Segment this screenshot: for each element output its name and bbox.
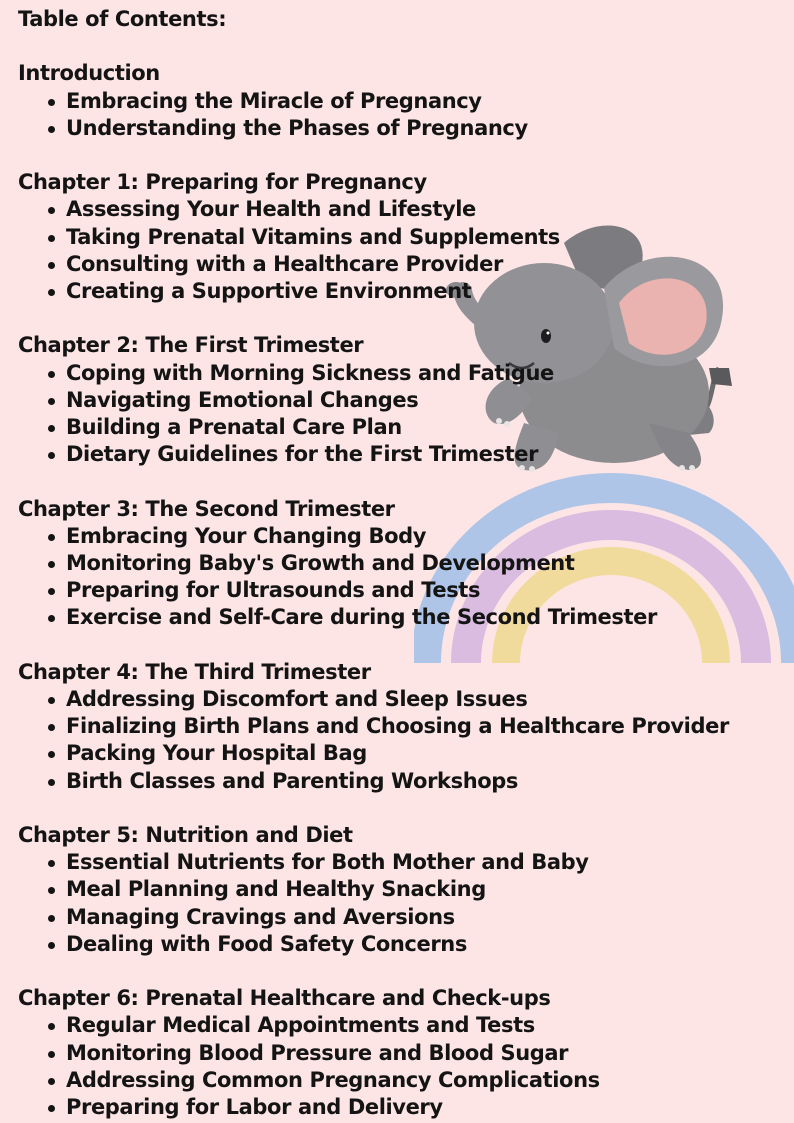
list-item: Regular Medical Appointments and Tests (48, 1012, 778, 1039)
list-item: Building a Prenatal Care Plan (48, 414, 778, 441)
toc-heading: Table of Contents: (18, 7, 227, 31)
list-item: Embracing Your Changing Body (48, 523, 778, 550)
list-item: Dietary Guidelines for the First Trimester (48, 441, 778, 468)
list-item: Monitoring Blood Pressure and Blood Sugar (48, 1040, 778, 1067)
list-item: Assessing Your Health and Lifestyle (48, 196, 778, 223)
section-chapter-6 (18, 985, 778, 1121)
topic-list (18, 1012, 778, 1121)
list-item: Addressing Discomfort and Sleep Issues (48, 686, 778, 713)
list-item: Understanding the Phases of Pregnancy (48, 115, 778, 142)
section-chapter-4 (18, 659, 778, 795)
table-of-contents (18, 6, 778, 1121)
list-item: Packing Your Hospital Bag (48, 740, 778, 767)
list-item: Taking Prenatal Vitamins and Supplements (48, 224, 778, 251)
topic-list (18, 360, 778, 469)
section-chapter-2 (18, 332, 778, 468)
section-chapter-1 (18, 169, 778, 305)
list-item: Birth Classes and Parenting Workshops (48, 768, 778, 795)
section-title: Chapter 3: The Second Trimester (18, 496, 395, 521)
list-item: Preparing for Ultrasounds and Tests (48, 577, 778, 604)
section-title: Chapter 4: The Third Trimester (18, 659, 371, 684)
list-item: Monitoring Baby's Growth and Development (48, 550, 778, 577)
section-title: Chapter 6: Prenatal Healthcare and Check-ups (18, 986, 551, 1011)
list-item: Essential Nutrients for Both Mother and Baby (48, 849, 778, 876)
section-title: Chapter 2: The First Trimester (18, 333, 364, 358)
list-item: Exercise and Self-Care during the Second Trimester (48, 604, 778, 631)
topic-list (18, 849, 778, 958)
topic-list (18, 196, 778, 305)
section-chapter-5 (18, 822, 778, 958)
list-item: Dealing with Food Safety Concerns (48, 931, 778, 958)
list-item: Addressing Common Pregnancy Complications (48, 1067, 778, 1094)
list-item: Preparing for Labor and Delivery (48, 1094, 778, 1121)
list-item: Creating a Supportive Environment (48, 278, 778, 305)
list-item: Consulting with a Healthcare Provider (48, 251, 778, 278)
section-title: Chapter 1: Preparing for Pregnancy (18, 170, 427, 195)
section-chapter-3 (18, 496, 778, 632)
section-introduction (18, 60, 778, 142)
list-item: Coping with Morning Sickness and Fatigue (48, 360, 778, 387)
list-item: Navigating Emotional Changes (48, 387, 778, 414)
topic-list (18, 88, 778, 142)
list-item: Embracing the Miracle of Pregnancy (48, 88, 778, 115)
list-item: Meal Planning and Healthy Snacking (48, 876, 778, 903)
list-item: Managing Cravings and Aversions (48, 904, 778, 931)
section-title: Chapter 5: Nutrition and Diet (18, 823, 353, 847)
list-item: Finalizing Birth Plans and Choosing a Healthcare Provider (48, 713, 778, 740)
topic-list (18, 686, 778, 795)
topic-list (18, 523, 778, 632)
section-title: Introduction (18, 61, 160, 86)
